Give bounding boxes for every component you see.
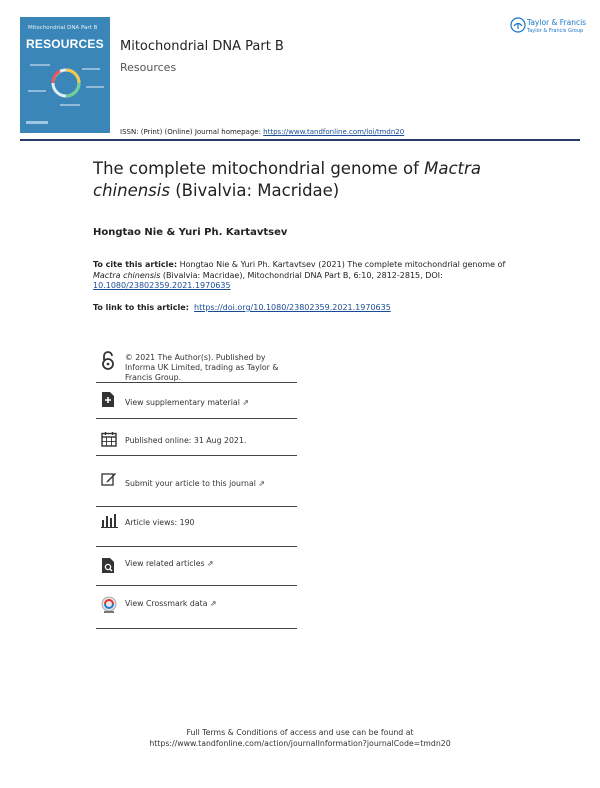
- crossmark-icon: [101, 596, 117, 614]
- issn-text: ISSN: (Print) (Online) Journal homepage:: [120, 128, 264, 136]
- article-title-start: The complete mitochondrial genome of: [93, 159, 425, 178]
- published-date-text: Published online: 31 Aug 2021.: [125, 436, 247, 445]
- external-link-icon: ⇗: [242, 398, 249, 407]
- header-divider: [20, 139, 580, 141]
- publisher-name: Taylor & Francis: [527, 18, 587, 27]
- related-articles-link[interactable]: [125, 559, 297, 569]
- journal-homepage-link[interactable]: https://www.tandfonline.com/loi/tmdn20: [263, 128, 405, 136]
- submit-link[interactable]: [125, 479, 297, 489]
- submit-item[interactable]: [96, 455, 297, 507]
- journal-subtitle: Resources: [120, 61, 177, 74]
- article-title: [93, 158, 513, 202]
- issn-line: [120, 128, 404, 136]
- views-item: [96, 506, 297, 547]
- copyright-text: © 2021 The Author(s). Published by Informa UK Limited, trading as Taylor & Francis Group.: [125, 353, 279, 382]
- cover-resources-label: RESOURCES: [26, 37, 104, 51]
- taylor-francis-logo-icon: [510, 17, 526, 33]
- submit-pencil-icon: [101, 471, 117, 486]
- cite-species: Mactra chinensis: [93, 270, 161, 280]
- cite-text-start: Hongtao Nie & Yuri Ph. Kartavtsev (2021) The complete mitochondrial genome of: [177, 260, 506, 269]
- external-link-icon: ⇗: [209, 599, 217, 608]
- article-title-end: (Bivalvia: Macridae): [169, 181, 340, 200]
- footer: [0, 727, 600, 749]
- related-articles-icon: [101, 557, 116, 574]
- cite-doi-link[interactable]: 10.1080/23802359.2021.1970635: [93, 281, 231, 290]
- crossmark-item[interactable]: [96, 585, 297, 629]
- article-link-line: [93, 303, 391, 312]
- cover-genome-graphic: [20, 57, 110, 133]
- cite-text-end: (Bivalvia: Macridae), Mitochondrial DNA Part B, 6:10, 2812-2815, DOI:: [160, 270, 443, 280]
- supplementary-link[interactable]: [125, 398, 297, 408]
- open-access-item: [96, 349, 297, 383]
- publisher-tagline: Taylor & Francis Group: [527, 28, 584, 34]
- crossmark-label: View Crossmark data: [125, 599, 208, 608]
- supplementary-label: View supplementary material: [125, 398, 240, 407]
- external-link-icon: ⇗: [207, 559, 214, 568]
- published-item: [96, 418, 297, 456]
- related-item[interactable]: [96, 546, 297, 586]
- submit-label: Submit your article to this journal: [125, 479, 256, 488]
- cover-journal-name: Mitochondrial DNA Part B: [28, 25, 98, 31]
- footer-terms-text: Full Terms & Conditions of access and use can be found at: [186, 728, 414, 737]
- article-authors: Hongtao Nie & Yuri Ph. Kartavtsev: [93, 227, 288, 238]
- journal-title: Mitochondrial DNA Part B: [120, 39, 284, 54]
- link-label: To link to this article:: [93, 303, 189, 312]
- external-link-icon: ⇗: [258, 479, 265, 488]
- journal-cover[interactable]: [20, 17, 110, 133]
- footer-terms-url[interactable]: https://www.tandfonline.com/action/journalInformation?journalCode=tmdn20: [149, 739, 451, 748]
- article-doi-link[interactable]: https://doi.org/10.1080/23802359.2021.1970635: [194, 303, 391, 312]
- supplementary-item[interactable]: [96, 382, 297, 419]
- article-views-text: Article views: 190: [125, 518, 195, 527]
- calendar-icon: [101, 431, 117, 447]
- supplementary-document-icon: [101, 391, 115, 408]
- bar-chart-icon: [101, 514, 118, 528]
- article-title-species: Mactra chinensis: [93, 159, 481, 200]
- citation-block: [93, 260, 523, 292]
- related-label: View related articles: [125, 559, 205, 568]
- cite-label: To cite this article:: [93, 260, 178, 269]
- open-access-lock-icon: [101, 351, 115, 371]
- publisher-logo-text: [527, 18, 586, 36]
- crossmark-link[interactable]: [125, 599, 297, 609]
